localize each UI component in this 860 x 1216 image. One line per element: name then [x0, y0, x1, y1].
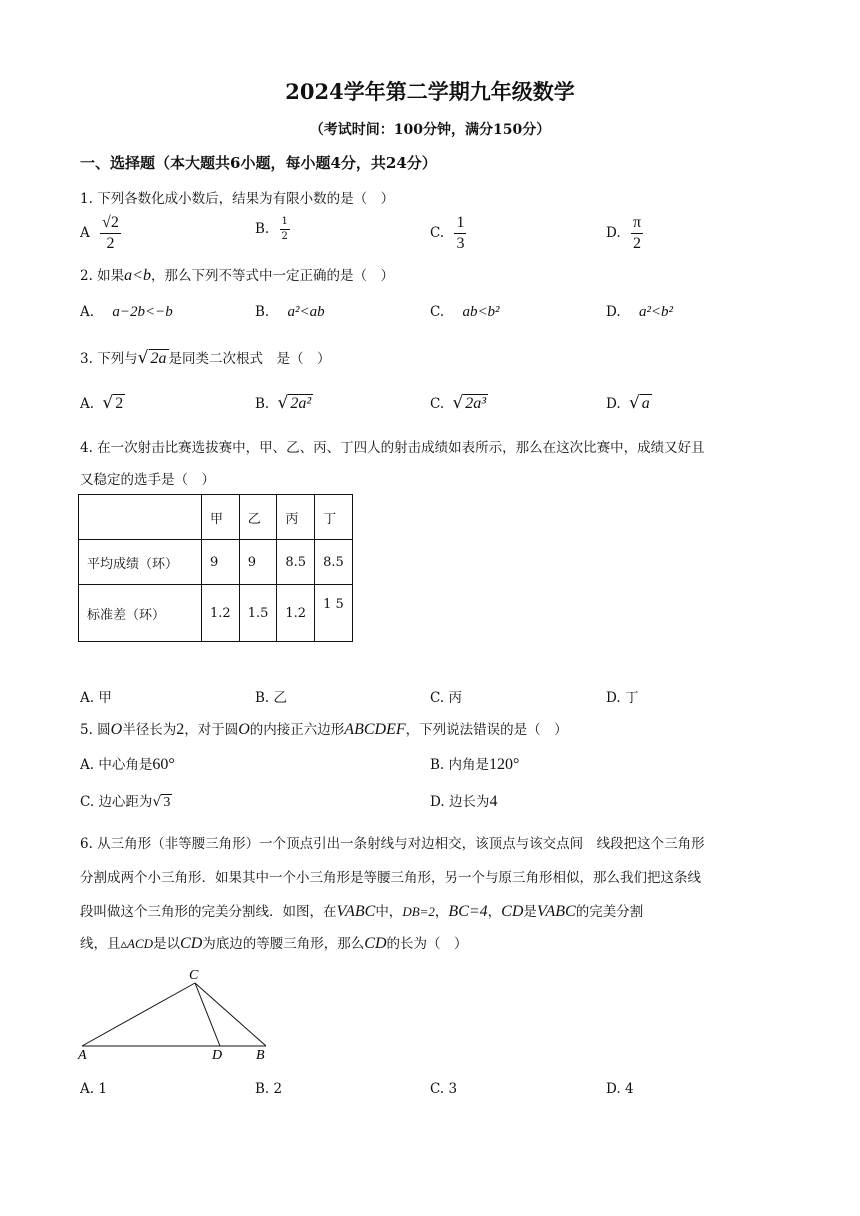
stem-text: 中， [375, 904, 403, 920]
stem-text: ，对于圆 [184, 722, 239, 738]
fraction [631, 215, 643, 252]
table-cell: 1.2 [277, 585, 315, 642]
section-heading: 一、选择题（本大题共6小题，每小题4分，共24分） [80, 154, 437, 172]
math-expr: a−2b<−b [112, 304, 173, 320]
fraction [280, 217, 290, 242]
fraction-numerator: 1 [456, 214, 465, 231]
stem-text: ，那么下列不等式中一定正确的是（ ） [150, 268, 394, 284]
question-6-line2: 分割成两个小三角形．如果其中一个小三角形是等腰三角形，另一个与原三角形相似，那么我们把这条线 [80, 870, 701, 886]
option-letter: D. [606, 690, 621, 706]
table-cell: 丁 [315, 495, 353, 540]
stem-text: 是 [523, 904, 537, 920]
table-row [79, 585, 353, 642]
q4-option-a[interactable] [80, 686, 112, 706]
fraction [100, 215, 121, 252]
square-root [152, 794, 172, 811]
q3-option-c[interactable] [430, 393, 488, 413]
q5-option-d[interactable] [430, 790, 497, 811]
q5-option-c[interactable] [80, 790, 172, 811]
math-expr: 60° [152, 756, 175, 773]
stem-text: 是以 [153, 936, 181, 952]
question-3-stem [80, 347, 331, 368]
fraction-denominator: 2 [106, 235, 115, 252]
stem-text: 5. 圆 [80, 722, 111, 738]
radical-sign-icon: √ [102, 393, 114, 413]
score-table [78, 494, 353, 642]
option-letter: A. [80, 690, 95, 706]
fraction [454, 215, 466, 252]
q2-option-c[interactable] [430, 304, 500, 321]
option-letter: A. [80, 757, 95, 773]
option-text: 乙 [273, 690, 288, 706]
math-expr: 4 [489, 793, 498, 810]
fraction-denominator: 3 [456, 235, 465, 252]
stem-text: 线，且 [80, 936, 121, 952]
math-expr: 120° [489, 756, 520, 773]
stem-text: ， [487, 904, 502, 920]
table-cell: 甲 [202, 495, 240, 540]
math-expr: CD [364, 935, 387, 952]
option-letter: D. [430, 794, 445, 810]
option-letter: A. [80, 396, 95, 412]
option-letter: C. [430, 304, 445, 320]
stem-text: 的长为（ ） [386, 936, 468, 952]
question-2-stem [80, 264, 394, 285]
math-expr: a<b [124, 267, 151, 284]
q4-option-d[interactable] [606, 686, 638, 706]
option-letter: D. [606, 396, 621, 412]
option-text: 中心角是 [98, 757, 153, 773]
label-d: D [212, 1048, 223, 1063]
radical-sign-icon: √ [452, 393, 464, 413]
stem-text: 半径长为 [122, 722, 177, 738]
table-header-row [79, 495, 353, 540]
fraction-bar [280, 229, 290, 230]
label-c: C [189, 968, 199, 983]
q3-option-a[interactable] [80, 393, 125, 413]
option-letter: B. [430, 757, 445, 773]
q4-option-b[interactable] [255, 686, 287, 706]
label-b: B [256, 1048, 265, 1063]
q4-option-c[interactable] [430, 686, 462, 706]
stem-text: 段叫做这个三角形的完美分割线．如图，在 [80, 904, 337, 920]
option-text: 丁 [624, 690, 639, 706]
square-root [102, 393, 125, 413]
q2-option-a[interactable] [80, 304, 173, 321]
table-cell: 8.5 [277, 540, 315, 585]
option-letter: A. [80, 1081, 95, 1097]
option-letter: B. [255, 304, 270, 320]
stem-text: 是同类二次根式 是（ ） [168, 351, 331, 367]
table-cell: 标准差（环） [79, 585, 202, 642]
option-letter: B. [255, 1081, 270, 1097]
option-letter: C. [430, 225, 445, 241]
option-text: 2 [273, 1081, 283, 1097]
side-bc [195, 983, 266, 1046]
segment-cd [195, 983, 220, 1046]
math-expr: ▵ACD [120, 936, 154, 951]
option-text: 边心距为 [98, 794, 153, 810]
table-cell: 1.2 [202, 585, 240, 642]
math-expr: ABCDEF [344, 721, 406, 738]
q2-option-b[interactable] [255, 304, 325, 321]
fraction-denominator: 2 [632, 235, 641, 252]
radical-sign-icon: √ [152, 794, 162, 810]
option-text: 丙 [448, 690, 462, 706]
table-cell: 9 [239, 540, 277, 585]
q2-option-d[interactable] [606, 304, 673, 321]
math-expr: VABC [536, 903, 576, 920]
option-letter: D. [606, 225, 621, 241]
math-expr: O [110, 721, 123, 738]
math-expr: CD [180, 935, 203, 952]
radicand: 2a³ [465, 395, 487, 412]
table-cell: 1.5 [239, 585, 277, 642]
q6-option-c[interactable] [430, 1081, 457, 1097]
fraction-bar [100, 233, 121, 234]
fraction-numerator: π [632, 214, 642, 231]
q1-option-b[interactable] [255, 217, 290, 242]
radical-sign-icon: √ [277, 393, 289, 413]
q6-option-a[interactable] [80, 1081, 107, 1097]
option-letter: C. [430, 1081, 445, 1097]
table-cell: 1 5 [315, 585, 353, 642]
option-letter: B. [255, 221, 270, 237]
table-cell: 8.5 [315, 540, 353, 585]
fraction-bar [454, 233, 466, 234]
q5-option-a[interactable] [80, 753, 175, 774]
option-text: 1 [98, 1081, 107, 1097]
option-letter: D. [606, 1081, 621, 1097]
radicand: 3 [163, 795, 171, 810]
question-4-stem-line2: 又稳定的选手是（ ） [80, 472, 215, 488]
q3-option-b[interactable] [255, 393, 313, 413]
q3-option-d[interactable] [606, 393, 652, 413]
fraction-denominator: 2 [281, 231, 288, 242]
option-letter: C. [80, 794, 95, 810]
table-row [79, 540, 353, 585]
q5-option-b[interactable] [430, 753, 519, 774]
triangle-figure [70, 962, 290, 1067]
stem-text: 2. 如果 [80, 268, 125, 284]
math-expr: a²<ab [287, 304, 325, 320]
table-cell: 丙 [277, 495, 315, 540]
side-ac [82, 983, 195, 1046]
square-root [138, 348, 169, 368]
stem-text: 为底边的等腰三角形，那么 [202, 936, 365, 952]
fraction-numerator: 1 [281, 216, 288, 227]
radical-sign-icon: √ [137, 348, 149, 368]
math-expr: CD [501, 903, 524, 920]
option-letter: D. [606, 304, 621, 320]
table-cell [79, 495, 202, 540]
q6-option-d[interactable] [606, 1081, 634, 1097]
table-cell: 乙 [239, 495, 277, 540]
question-6-line3 [80, 900, 643, 921]
option-letter: A. [80, 304, 95, 320]
option-text: 3 [448, 1081, 458, 1097]
math-expr: a²<b² [638, 304, 674, 320]
fraction-numerator: √2 [102, 214, 119, 231]
stem-text: 3. 下列与 [80, 351, 138, 367]
fraction-bar [631, 233, 643, 234]
question-1-stem: 1. 下列各数化成小数后，结果为有限小数的是（ ） [80, 191, 395, 207]
option-letter: A [80, 225, 90, 241]
exam-subtitle: （考试时间：100分钟，满分150分） [309, 122, 551, 138]
q1-option-c[interactable] [430, 215, 466, 252]
exam-title: 2024学年第二学期九年级数学 [285, 79, 575, 104]
stem-text: ， [434, 904, 449, 920]
radicand: 2 [115, 395, 124, 412]
question-6-line4 [80, 932, 468, 953]
math-expr: DB=2 [402, 904, 435, 919]
option-text: 甲 [98, 690, 112, 706]
math-expr: O [238, 721, 250, 738]
option-text: 4 [624, 1081, 634, 1097]
stem-text: 的完美分割 [575, 904, 644, 920]
option-letter: C. [430, 690, 445, 706]
stem-text: 的内接正六边形 [249, 722, 345, 738]
option-letter: B. [255, 396, 270, 412]
q1-option-a[interactable] [80, 215, 121, 252]
option-letter: C. [430, 396, 445, 412]
math-expr: ab<b² [462, 304, 500, 320]
square-root [629, 393, 652, 413]
table-cell: 9 [202, 540, 240, 585]
q6-option-b[interactable] [255, 1081, 282, 1097]
question-6-line1: 6. 从三角形（非等腰三角形）一个顶点引出一条射线与对边相交，该顶点与该交点间 线段把这个三角形 [80, 836, 705, 852]
square-root [452, 393, 488, 413]
math-expr: 2 [176, 721, 185, 738]
radical-sign-icon: √ [628, 393, 640, 413]
math-expr: VABC [336, 903, 376, 920]
radicand: 2a² [290, 395, 312, 412]
option-letter: B. [255, 690, 270, 706]
radicand: a [641, 395, 650, 412]
question-5-stem [80, 718, 568, 739]
option-text: 内角是 [448, 757, 490, 773]
stem-text: ，下列说法错误的是（ ） [405, 722, 568, 738]
radicand: 2a [150, 350, 167, 367]
q1-option-d[interactable] [606, 215, 643, 252]
square-root [278, 393, 314, 413]
question-4-stem-line1: 4. 在一次射击比赛选拔赛中，甲、乙、丙、丁四人的射击成绩如表所示，那么在这次比赛中，成绩又好且 [80, 440, 705, 456]
label-a: A [78, 1048, 87, 1063]
option-text: 边长为 [448, 794, 490, 810]
table-cell: 平均成绩（环） [79, 540, 202, 585]
math-expr: BC=4 [448, 903, 488, 920]
